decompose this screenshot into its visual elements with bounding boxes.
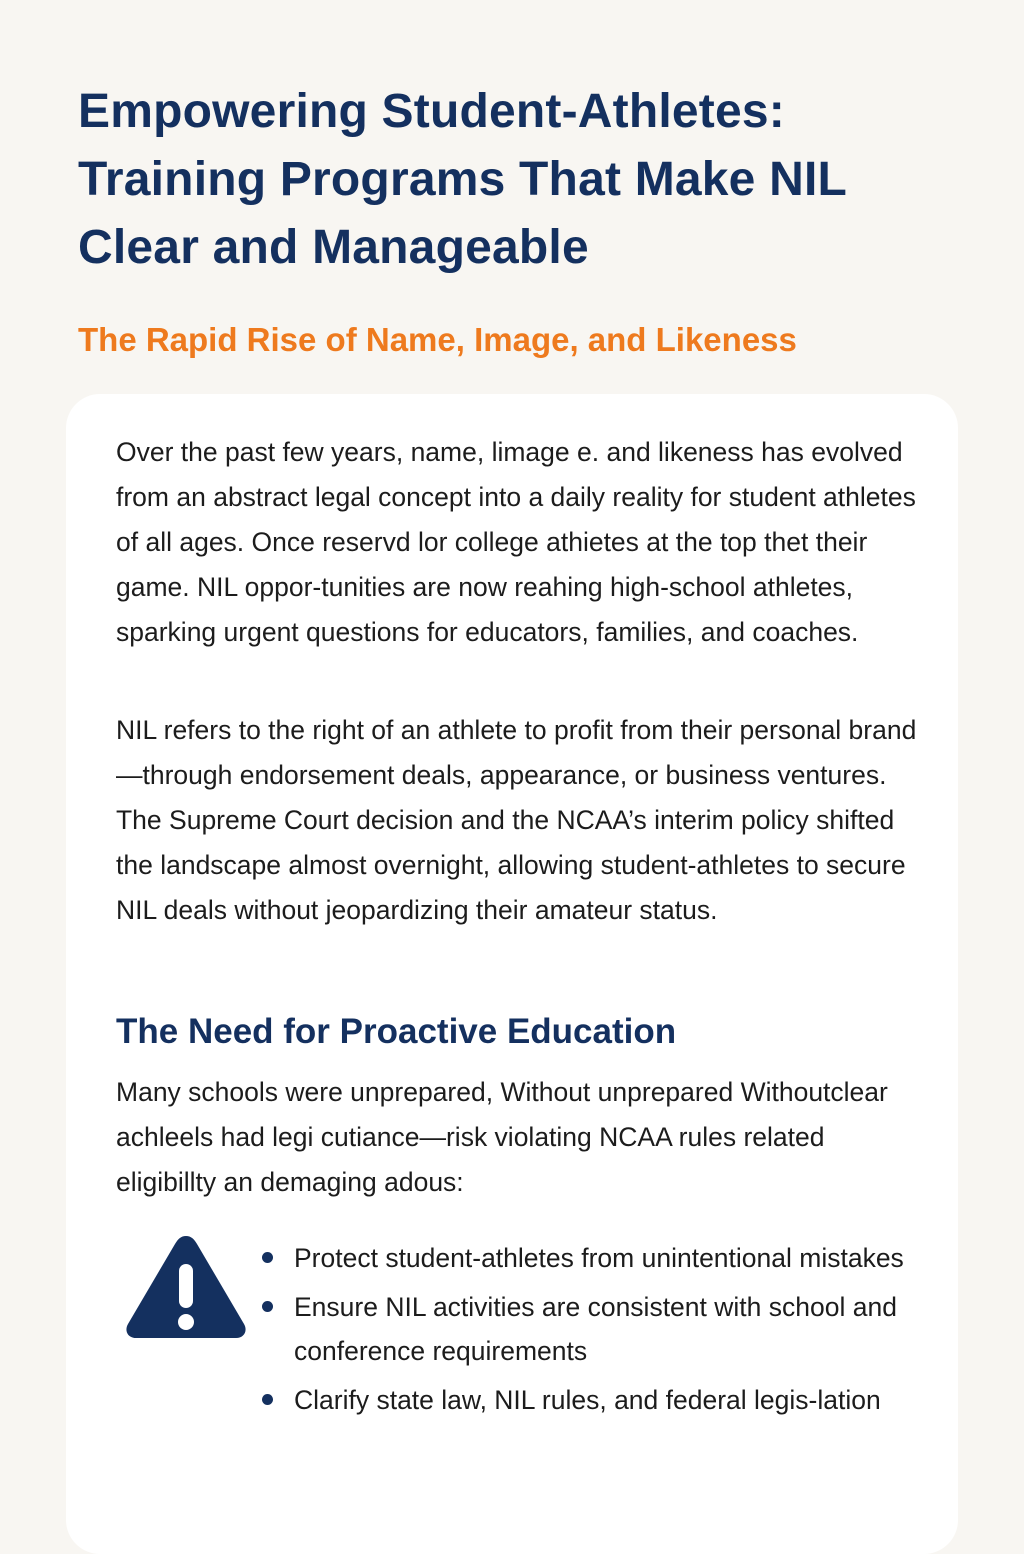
list-item-text: Ensure NIL activities are consistent with school and conference requirements	[294, 1292, 897, 1366]
requirements-list	[256, 1236, 906, 1427]
warning-triangle-icon	[122, 1230, 250, 1344]
definition-paragraph: NIL refers to the right of an athlete to profit from their personal brand—through endorsement deals, appearance, or business ventures. The Supreme Court decision and the NCAA’s interim policy shifted the landscape almost overnight, allowing student-athletes to secure NIL deals without jeopardizing their amateur status.	[116, 715, 917, 925]
section-heading: The Need for Proactive Education	[116, 1012, 677, 1051]
intro-paragraph: Over the past few years, name, limage e. and likeness has evolved from an abstract legal concept into a daily reality for student athletes of all ages. Once reservd lor college athietes at the top thet their game. NIL oppor-tunities are now reahing high-school athletes, sparking urgent questions for educators, families, and coaches.	[116, 437, 916, 647]
page-subtitle: The Rapid Rise of Name, Image, and Likeness	[78, 321, 797, 358]
list-item	[256, 1378, 906, 1422]
content-card	[66, 394, 958, 1554]
list-item-text: Protect student-athletes from unintentional mistakes	[294, 1243, 904, 1273]
bullet-dot	[262, 1252, 273, 1263]
bullet-dot	[262, 1394, 273, 1405]
list-item	[256, 1236, 906, 1280]
list-item-text: Clarify state law, NIL rules, and federal legis-lation	[294, 1385, 881, 1415]
list-item	[256, 1285, 906, 1373]
education-paragraph: Many schools were unprepared, Without unprepared Withoutclear achleels had legi cutiance—risk violating NCAA rules related eligibillty an demaging adous:	[116, 1077, 888, 1197]
bullet-dot	[262, 1301, 273, 1312]
page-title: Empowering Student-Athletes: Training Programs That Make NIL Clear and Manageable	[78, 85, 847, 274]
